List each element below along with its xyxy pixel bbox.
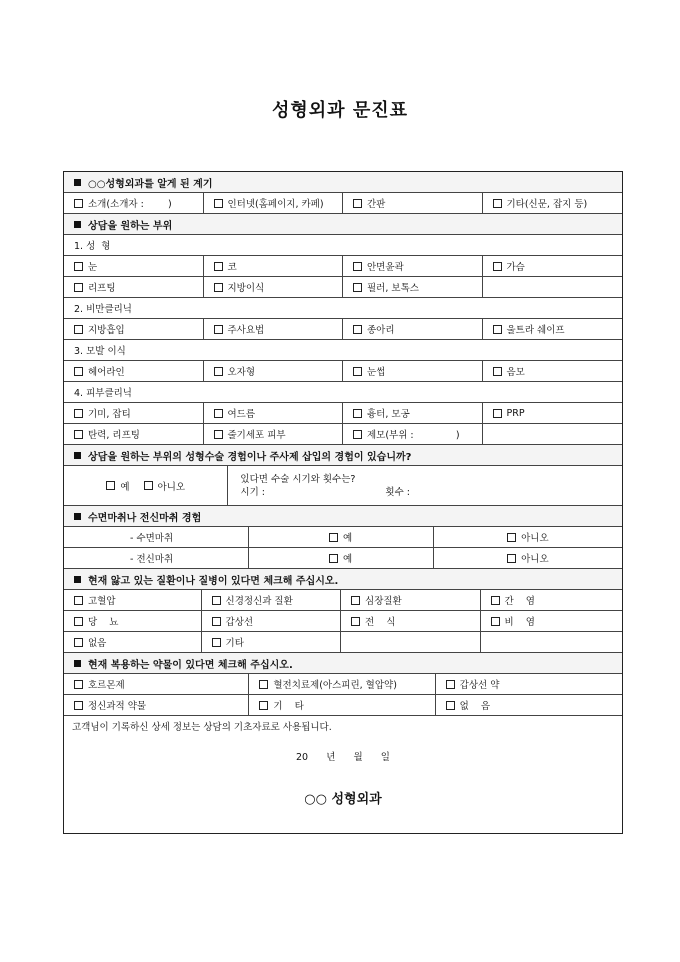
option-referral-internet[interactable] (204, 193, 344, 213)
checkbox-icon[interactable] (74, 680, 83, 689)
checkbox-icon[interactable] (353, 430, 362, 439)
checkbox-option[interactable] (343, 424, 483, 444)
section-title: 상담을 원하는 부위의 성형수술 경험이나 주사제 삽입의 경험이 있습니까? (88, 451, 412, 463)
option-label: 여드름 (227, 409, 256, 420)
checkbox-option[interactable] (481, 590, 622, 610)
category-label-row (64, 298, 622, 319)
section-title: ○○성형외과를 알게 된 계기 (88, 178, 213, 190)
questionnaire-form (63, 171, 623, 834)
date-line: 20 년 월 일 (296, 752, 390, 763)
option-label: 필러, 보톡스 (367, 283, 419, 294)
area-options-row (64, 424, 622, 445)
option-label: 가슴 (506, 262, 525, 273)
option-label: 예 (343, 533, 353, 544)
checkbox-icon[interactable] (491, 596, 500, 605)
category-label-row (64, 382, 622, 403)
option-label: 혈전치료제(아스피린, 혈압약) (273, 680, 397, 691)
time-label: 시기 : (240, 486, 265, 498)
condition-row (64, 632, 622, 653)
empty-cell (483, 424, 623, 444)
section-header-experience (64, 445, 622, 466)
checkbox-option[interactable] (343, 277, 483, 297)
checkbox-icon[interactable] (74, 430, 83, 439)
experience-row (64, 466, 622, 506)
checkbox-option[interactable] (341, 590, 481, 610)
area-options-row (64, 277, 622, 298)
checkbox-icon[interactable] (214, 325, 223, 334)
square-bullet-icon (74, 221, 81, 228)
section-title: 현재 복용하는 약물이 있다면 체크해 주십시오. (88, 659, 293, 671)
square-bullet-icon (74, 660, 81, 667)
checkbox-icon[interactable] (493, 367, 502, 376)
checkbox-option[interactable] (343, 361, 483, 381)
checkbox-option[interactable] (343, 319, 483, 339)
option-label: 당 뇨 (88, 617, 119, 628)
option-label: 울트라 쉐이프 (506, 325, 565, 336)
anesthesia-row (64, 527, 622, 548)
section-title: 현재 앓고 있는 질환이나 질병이 있다면 체크해 주십시오. (88, 575, 339, 587)
checkbox-option[interactable] (204, 361, 344, 381)
option-label: 리프팅 (88, 283, 116, 294)
option-label: 기미, 잡티 (88, 409, 131, 420)
checkbox-option[interactable] (64, 424, 204, 444)
experience-question: 있다면 수술 시기와 횟수는? (240, 473, 356, 485)
checkbox-option[interactable] (343, 256, 483, 276)
checkbox-icon[interactable] (446, 680, 455, 689)
checkbox-option[interactable] (436, 695, 622, 715)
checkbox-option[interactable] (204, 256, 344, 276)
option-label: 호르몬제 (88, 680, 125, 691)
checkbox-option[interactable] (343, 403, 483, 423)
section-title: 수면마취나 전신마취 경험 (88, 512, 202, 524)
empty-cell (481, 632, 622, 652)
checkbox-option[interactable] (434, 527, 622, 547)
option-label: 아니오 (521, 554, 549, 565)
checkbox-option[interactable] (64, 590, 202, 610)
section-header-anesthesia (64, 506, 622, 527)
option-label: 아니오 (521, 533, 549, 544)
checkbox-icon[interactable] (212, 596, 221, 605)
checkbox-icon[interactable] (259, 701, 268, 710)
checkbox-option[interactable] (202, 611, 342, 631)
checkbox-option[interactable] (64, 695, 249, 715)
option-label: 지방이식 (227, 283, 265, 294)
option-label: PRP (506, 407, 525, 419)
section-header-referral (64, 172, 622, 193)
area-options-row (64, 403, 622, 424)
anesthesia-type: - 수면마취 (64, 527, 249, 547)
anesthesia-type: - 전신마취 (64, 548, 249, 568)
option-label: 인터넷(홈페이지, 카페) (227, 199, 324, 210)
option-label: 없 음 (459, 701, 491, 712)
checkbox-icon[interactable] (214, 367, 223, 376)
option-label: 간판 (367, 199, 386, 210)
square-bullet-icon (74, 452, 81, 459)
checkbox-option[interactable] (481, 611, 622, 631)
option-label: 기타(신문, 잡지 등) (506, 199, 588, 210)
option-label: 헤어라인 (88, 367, 125, 378)
option-label: 정신과적 약물 (88, 701, 147, 712)
checkbox-icon[interactable] (214, 262, 223, 271)
experience-details (228, 466, 622, 505)
checkbox-option[interactable] (64, 632, 202, 652)
checkbox-option[interactable] (204, 424, 344, 444)
no-label: 아니오 (157, 481, 186, 493)
checkbox-option[interactable] (483, 403, 623, 423)
option-label: 기타 (225, 638, 244, 649)
section-header-conditions (64, 569, 622, 590)
option-label: 소개(소개자 : ) (88, 199, 172, 210)
checkbox-icon[interactable] (491, 617, 500, 626)
option-referral-signboard[interactable] (343, 193, 483, 213)
checkbox-icon[interactable] (259, 680, 268, 689)
footer-note: 고객님이 기록하신 상세 정보는 상담의 기초자료로 사용됩니다. (72, 722, 332, 733)
option-label: 지방흡입 (88, 325, 125, 336)
area-options-row (64, 256, 622, 277)
checkbox-icon[interactable] (74, 367, 83, 376)
experience-choices (64, 466, 228, 505)
checkbox-option[interactable] (204, 403, 344, 423)
checkbox-icon[interactable] (212, 617, 221, 626)
area-options-row (64, 361, 622, 382)
clinic-name: ○○ 성형외과 (304, 792, 382, 807)
checkbox-option[interactable] (64, 277, 204, 297)
referral-options-row (64, 193, 622, 214)
category-label-row (64, 235, 622, 256)
area-options-row (64, 319, 622, 340)
checkbox-icon[interactable] (507, 533, 516, 542)
option-label: 주사요법 (227, 325, 265, 336)
checkbox-icon[interactable] (353, 283, 362, 292)
checkbox-icon[interactable] (351, 617, 360, 626)
count-label: 횟수 : (385, 486, 410, 498)
checkbox-option[interactable] (204, 277, 344, 297)
checkbox-icon[interactable] (106, 481, 115, 490)
square-bullet-icon (74, 513, 81, 520)
checkbox-option[interactable] (341, 611, 481, 631)
checkbox-option[interactable] (204, 319, 344, 339)
option-label: 전 식 (365, 617, 396, 628)
checkbox-icon[interactable] (214, 199, 223, 208)
anesthesia-row (64, 548, 622, 569)
form-footer (64, 716, 622, 833)
checkbox-icon[interactable] (446, 701, 455, 710)
checkbox-option[interactable] (483, 319, 623, 339)
option-label: 오자형 (227, 367, 256, 378)
checkbox-icon[interactable] (144, 481, 153, 490)
checkbox-icon[interactable] (74, 596, 83, 605)
medication-row (64, 695, 622, 716)
option-label: 신경정신과 질환 (225, 596, 293, 607)
checkbox-option[interactable] (249, 674, 435, 694)
checkbox-icon[interactable] (493, 262, 502, 271)
checkbox-icon[interactable] (353, 409, 362, 418)
option-referral-other[interactable] (483, 193, 623, 213)
option-label: 제모(부위 : ) (367, 430, 460, 441)
checkbox-option[interactable] (483, 361, 623, 381)
option-label: 비 염 (504, 617, 535, 628)
option-label: 종아리 (367, 325, 395, 336)
checkbox-icon[interactable] (493, 409, 502, 418)
option-label: 간 염 (504, 596, 535, 607)
checkbox-icon[interactable] (329, 533, 338, 542)
option-label: 갑상선 (225, 617, 254, 628)
checkbox-icon[interactable] (74, 701, 83, 710)
option-label: 고혈압 (88, 596, 116, 607)
option-label: 기 타 (273, 701, 304, 712)
option-referral-introducer[interactable] (64, 193, 204, 213)
option-label: 눈 (88, 262, 98, 273)
checkbox-option[interactable] (64, 319, 204, 339)
checkbox-option[interactable] (436, 674, 622, 694)
category-label: 4. 피부클리닉 (74, 388, 132, 399)
option-label: 줄기세포 피부 (227, 430, 286, 441)
section-header-medication (64, 653, 622, 674)
checkbox-option[interactable] (202, 590, 342, 610)
checkbox-icon[interactable] (74, 283, 83, 292)
checkbox-icon[interactable] (353, 199, 362, 208)
checkbox-option[interactable] (249, 695, 435, 715)
checkbox-icon[interactable] (353, 367, 362, 376)
condition-row (64, 611, 622, 632)
page-title: 성형외과 문진표 (272, 100, 408, 121)
empty-cell (341, 632, 481, 652)
checkbox-option[interactable] (202, 632, 342, 652)
checkbox-option[interactable] (249, 527, 434, 547)
checkbox-option[interactable] (249, 548, 434, 568)
checkbox-icon[interactable] (507, 554, 516, 563)
category-label-row (64, 340, 622, 361)
option-label: 없음 (88, 638, 107, 649)
checkbox-option[interactable] (64, 361, 204, 381)
checkbox-option[interactable] (483, 256, 623, 276)
checkbox-icon[interactable] (74, 325, 83, 334)
checkbox-icon[interactable] (74, 199, 83, 208)
checkbox-icon[interactable] (329, 554, 338, 563)
option-label: 눈썹 (367, 367, 386, 378)
option-label: 심장질환 (365, 596, 402, 607)
checkbox-icon[interactable] (353, 325, 362, 334)
checkbox-icon[interactable] (493, 325, 502, 334)
option-label: 흉터, 모공 (367, 409, 410, 420)
condition-row (64, 590, 622, 611)
option-label: 예 (343, 554, 353, 565)
option-label: 탄력, 리프팅 (88, 430, 140, 441)
checkbox-icon[interactable] (353, 262, 362, 271)
square-bullet-icon (74, 576, 81, 583)
option-label: 안면윤곽 (367, 262, 404, 273)
checkbox-icon[interactable] (351, 596, 360, 605)
checkbox-option[interactable] (64, 611, 202, 631)
checkbox-option[interactable] (64, 256, 204, 276)
checkbox-icon[interactable] (74, 617, 83, 626)
checkbox-icon[interactable] (74, 638, 83, 647)
category-label: 2. 비만클리닉 (74, 304, 132, 315)
option-label: 음모 (506, 367, 525, 378)
option-label: 갑상선 약 (459, 680, 500, 691)
checkbox-icon[interactable] (74, 409, 83, 418)
category-label: 1. 성 형 (74, 241, 111, 252)
square-bullet-icon (74, 179, 81, 186)
checkbox-icon[interactable] (214, 430, 223, 439)
checkbox-icon[interactable] (214, 283, 223, 292)
section-header-area (64, 214, 622, 235)
checkbox-icon[interactable] (74, 262, 83, 271)
checkbox-option[interactable] (64, 403, 204, 423)
yes-label: 예 (120, 481, 130, 493)
section-title: 상담을 원하는 부위 (88, 220, 173, 232)
option-label: 코 (227, 262, 237, 273)
medication-row (64, 674, 622, 695)
category-label: 3. 모발 이식 (74, 346, 126, 357)
empty-cell (483, 277, 623, 297)
checkbox-icon[interactable] (214, 409, 223, 418)
checkbox-icon[interactable] (212, 638, 221, 647)
checkbox-option[interactable] (434, 548, 622, 568)
checkbox-option[interactable] (64, 674, 249, 694)
checkbox-icon[interactable] (493, 199, 502, 208)
